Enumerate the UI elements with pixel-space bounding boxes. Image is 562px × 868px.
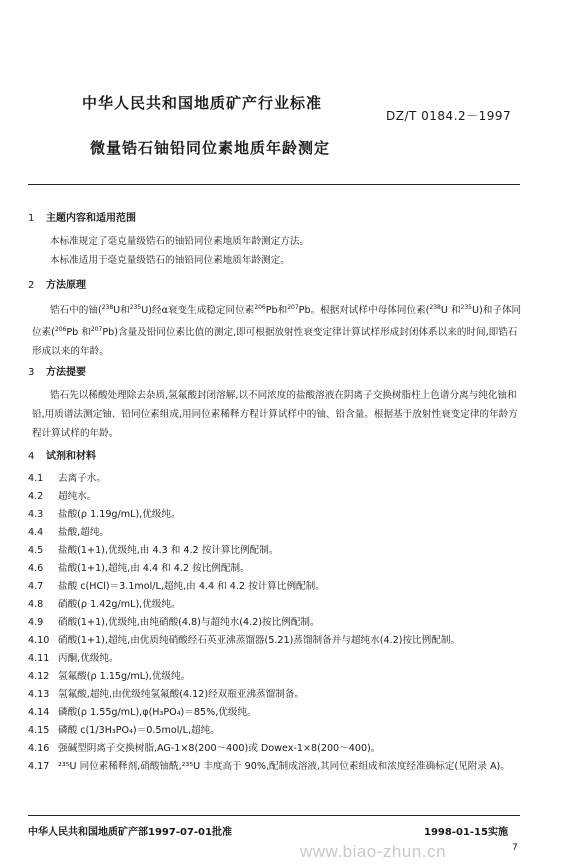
list-item: 4.6 盐酸(1+1),超纯,由 4.4 和 4.2 按比例配制。 <box>28 563 250 574</box>
section-3-body: 锆石先以稀酸处理除去杂质,氢氟酸封闭溶解,以不同浓度的盐酸溶液在阴离子交换树脂柱上色谱分离与纯化铀和铅,用质谱法测定铀、铅同位素组成,用同位素稀释方程计算试样中的铀、铅含量。根据基于放射性衰变定律的年龄方程计算试样的年龄。 <box>32 390 518 439</box>
list-item: 4.11 丙酮,优级纯。 <box>28 653 119 664</box>
footer-rule <box>28 815 520 816</box>
list-item: 4.2 超纯水。 <box>28 491 97 502</box>
section-number: 3 <box>28 367 35 378</box>
list-item: 4.1 去离子水。 <box>28 473 106 484</box>
list-item: 4.17 ²³⁵U 同位素稀释剂,硝酸铀酰,²³⁵U 丰度高于 90%,配制成溶液,其同位素组成和浓度经准确标定(见附录 A)。 <box>28 761 510 772</box>
section-2-heading <box>28 276 86 291</box>
approval-line: 中华人民共和国地质矿产部1997-07-01批准 <box>28 827 232 838</box>
reagent-list <box>0 470 510 776</box>
implementation-date: 1998-01-15实施 <box>424 827 508 838</box>
section-1-body <box>32 232 522 270</box>
paragraph-line: 本标准适用于毫克量级锆石的铀铅同位素地质年龄测定。 <box>50 255 290 266</box>
paragraph-line: 本标准规定了毫克量级锆石的铀铅同位素地质年龄测定方法。 <box>50 236 310 247</box>
list-item: 4.7 盐酸 c(HCl)＝3.1mol/L,超纯,由 4.4 和 4.2 按计算比例配制。 <box>28 581 325 592</box>
section-number: 1 <box>28 213 35 224</box>
section-number: 4 <box>28 451 35 462</box>
section-number: 2 <box>28 280 35 291</box>
page-number: 7 <box>512 843 518 853</box>
standard-code: DZ/T 0184.2－1997 <box>386 109 512 123</box>
section-title: 试剂和材料 <box>46 451 96 462</box>
list-item: 4.8 硝酸(ρ 1.42g/mL),优级纯。 <box>28 599 181 610</box>
list-item: 4.16 强碱型阴离子交换树脂,AG-1×8(200～400)或 Dowex-1×8(200～400)。 <box>28 743 381 754</box>
section-title: 方法提要 <box>46 367 86 378</box>
list-item: 4.14 磷酸(ρ 1.55g/mL),φ(H₃PO₄)＝85%,优级纯。 <box>28 707 257 718</box>
standard-name: 中华人民共和国地质矿产行业标准 <box>82 94 323 112</box>
list-item: 4.9 硝酸(1+1),优级纯,由纯硝酸(4.8)与超纯水(4.2)按比例配制。 <box>28 617 320 628</box>
list-item: 4.3 盐酸(ρ 1.19g/mL),优级纯。 <box>28 509 181 520</box>
list-item: 4.15 磷酸 c(1/3H₃PO₄)＝0.5mol/L,超纯。 <box>28 725 220 736</box>
section-title: 方法原理 <box>46 280 86 291</box>
section-3-heading <box>28 363 86 378</box>
section-title: 主题内容和适用范围 <box>46 213 136 224</box>
list-item: 4.13 氢氟酸,超纯,由优级纯氢氟酸(4.12)经双瓶亚沸蒸馏制备。 <box>28 689 305 700</box>
watermark: www.biao-zhun.cn <box>300 842 446 861</box>
document-title: 微量锆石铀铅同位素地质年龄测定 <box>90 139 331 157</box>
list-item: 4.5 盐酸(1+1),优级纯,由 4.3 和 4.2 按计算比例配制。 <box>28 545 279 556</box>
list-item: 4.4 盐酸,超纯。 <box>28 527 110 538</box>
header-rule <box>28 184 520 185</box>
list-item: 4.12 氢氟酸(ρ 1.15g/mL),优级纯。 <box>28 671 191 682</box>
section-1-heading <box>28 209 136 224</box>
list-item: 4.10 硝酸(1+1),超纯,由优质纯硝酸经石英亚沸蒸馏器(5.21)蒸馏制备并与超纯水(4.2)按比例配制。 <box>28 635 461 646</box>
section-4-heading <box>28 447 96 462</box>
section-2-body: 锆石中的铀($^{238}$U和$^{235}$U)经α衰变生成稳定同位素$^{206}$Pb和$^{207}$Pb。根据对试样中母体同位素($^{238}$U 和$^{235}$U)和子体同位素($^{206}$Pb 和$^{207}$Pb)含量及铅同位素比值的测定,即可根据放射性衰变定律计算试样形成封闭体系以来的时间,即锆石形成以来的年龄。 <box>32 304 522 358</box>
